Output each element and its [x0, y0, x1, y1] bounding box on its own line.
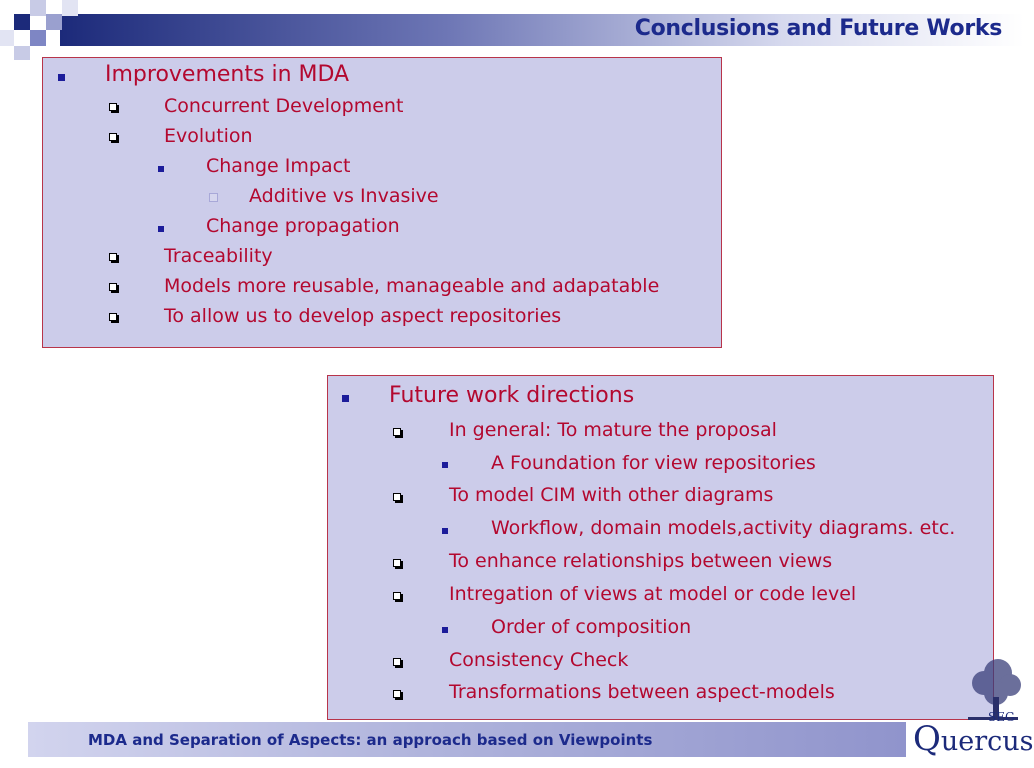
list-item-level3: Workflow, domain models,activity diagrams. etc. [491, 517, 956, 539]
slide-title: Conclusions and Future Works [634, 16, 1002, 41]
bullet-checkbox-icon [393, 559, 401, 567]
list-item-level2: Consistency Check [449, 649, 629, 671]
list-item-level2: To allow us to develop aspect repositories [164, 305, 562, 327]
bullet-checkbox-icon [393, 658, 401, 666]
bullet-square-icon [342, 395, 349, 402]
list-item-level2: Models more reusable, manageable and adapatable [164, 275, 660, 297]
footer-title: MDA and Separation of Aspects: an approach based on Viewpoints [88, 731, 653, 749]
list-item-level1: Future work directions [389, 383, 635, 408]
list-item-level2: To enhance relationships between views [449, 550, 833, 572]
bullet-checkbox-icon [393, 690, 401, 698]
bullet-hollow-square-icon [209, 193, 218, 202]
list-item-level4: Additive vs Invasive [249, 185, 439, 207]
bullet-checkbox-icon [109, 103, 117, 111]
list-item-level2: To model CIM with other diagrams [449, 484, 774, 506]
list-item-level3: Change Impact [206, 155, 351, 177]
list-item-level2: Transformations between aspect-models [449, 681, 835, 703]
list-item-level3: Change propagation [206, 215, 400, 237]
future-work-box [327, 375, 994, 720]
list-item-level2: Evolution [164, 125, 253, 147]
bullet-checkbox-icon [109, 313, 117, 321]
improvements-box [42, 57, 722, 348]
bullet-checkbox-icon [109, 133, 117, 141]
list-item-level2: Traceability [164, 245, 273, 267]
list-item-level2: Concurrent Development [164, 95, 404, 117]
bullet-checkbox-icon [109, 283, 117, 291]
logo-rest: uercus [940, 726, 1034, 757]
bullet-checkbox-icon [109, 253, 117, 261]
list-item-level2: Intregation of views at model or code level [449, 583, 857, 605]
bullet-square-icon [442, 462, 448, 468]
list-item-level1: Improvements in MDA [105, 62, 350, 87]
bullet-checkbox-icon [393, 428, 401, 436]
logo-wordmark [913, 719, 1034, 759]
bullet-square-icon [158, 166, 164, 172]
list-item-level2: In general: To mature the proposal [449, 419, 777, 441]
bullet-square-icon [442, 528, 448, 534]
logo-first-letter: Q [913, 719, 941, 759]
list-item-level3: A Foundation for view repositories [491, 452, 816, 474]
bullet-checkbox-icon [393, 493, 401, 501]
bullet-checkbox-icon [393, 592, 401, 600]
bullet-square-icon [442, 627, 448, 633]
list-item-level3: Order of composition [491, 616, 692, 638]
bullet-square-icon [58, 74, 65, 81]
logo-seg-label: SEG [988, 710, 1015, 724]
bullet-square-icon [158, 226, 164, 232]
